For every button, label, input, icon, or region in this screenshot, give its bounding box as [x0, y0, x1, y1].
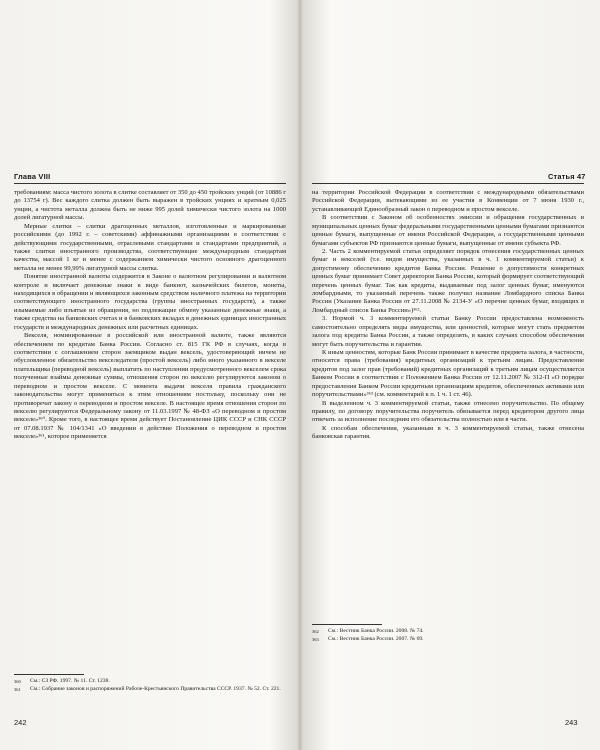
left-header-rule — [14, 183, 286, 184]
right-paragraph-7: К способам обеспечения, указанным в ч. 3 комментируемой статьи, также отнесена банковская гарантия. — [312, 424, 584, 441]
footnote-text: См.: СЗ РФ. 1997. № 11. Ст. 1238. — [30, 678, 110, 684]
footnote-text: См.: Собрание законов и распоряжений Рабоче-Крестьянского Правительства СССР. 1937. № 52. Ст. 221. — [30, 686, 281, 692]
footnote-number: 362 — [312, 629, 319, 634]
left-page-number: 242 — [14, 718, 27, 727]
footnote-number: 360 — [14, 679, 21, 684]
right-paragraph-6: В выделенном ч. 3 комментируемой статьи, также отнесено поручительство. По общему правилу, по договору поручительства поручитель обязывается перед кредитором другого лица отвечать за исполнение последним его обязательства полностью или в части. — [312, 399, 584, 424]
right-page-number: 243 — [565, 718, 578, 727]
left-paragraph-4: Векселя, номинированные в российской или иностранной валюте, также являются обеспечением по кредитам Банка России. Согласно ст. 815 ГК РФ в случаях, когда в соответствии с соглашением сторон заемщиком выдан вексель, удостоверяющий ничем не обусловленное обязательство векселедателя (простой вексель) либо иного указанного в векселе плательщика (переводной вексель) выплатить по наступлении предусмотренного векселем срока полученные взаймы денежные суммы, отношения сторон по векселю регулируются законом о переводном и простом векселе. С момента выдачи векселя правила гражданского законодательства могут применяться к этим отношениям постольку, поскольку они не противоречат закону о переводном и простом векселе. В настоящее время отношения сторон по векселю регулируются Федеральному закону от 11.03.1997 № 48-ФЗ «О переводном и простом векселе»³⁶⁰. Кроме того, в настоящее время действует Постановление ЦИК СССР и СНК СССР от 07.08.1937 № 104/1341 «О введении в действие Положения о переводном и простом векселе»³⁶¹, которое применяется — [14, 332, 286, 441]
right-paragraph-3: 2. Часть 2 комментируемой статьи определяет порядок отнесения государственных ценных бумаг и векселей (т.е. видов имущества, указанных в ч. 1 комментируемой статьи) к допустимому обеспечению кредитов Банка России. Решение о допустимости конкретных ценных бумаг принимает Совет директоров Банка России, который формирует соответствующий перечень ценных бумаг. Так как кредиты, выдаваемые под залог ценных бумаг, именуются ломбардными, то указанный перечень также получил название Ломбардного списка Банка России (Указание Банка России от 27.11.2008 № 2134-У «О перечне ценных бумаг, входящих в Ломбардный список Банка России»)³⁶². — [312, 247, 584, 314]
right-paragraph-1: на территории Российской Федерации в соответствии с международными обязательствами Российской Федерации, вытекающими из ее участия в Конвенции от 7 июня 1930 г., устанавливающей Единообразный закон о переводном и простом векселе. — [312, 189, 584, 213]
left-paragraph-2: Мерные слитки – слитки драгоценных металлов, изготовленные и маркированные российскими (до 1992 г. – советскими) аффинажными организациями в соответствии с действующими государственными, отраслевыми стандартами и стандартами предприятий, а также слитки иностранного производства, соответствующие международным стандартам качества, массой 1 кг и менее с содержанием химически чистого основного драгоценного металла не менее 99,99% лигатурной массы слитка. — [14, 222, 286, 272]
footnote-361 — [14, 686, 286, 693]
left-footnote-rule — [14, 674, 84, 675]
left-footnotes — [14, 678, 286, 694]
right-footnote-rule — [312, 624, 382, 625]
left-running-head: Глава VIII — [14, 172, 51, 181]
footnote-text: См.: Вестник Банка России. 2008. № 74. — [328, 628, 424, 634]
footnote-363 — [312, 636, 584, 643]
right-body-text — [312, 189, 584, 442]
left-paragraph-3: Понятие иностранной валюты содержится в Законе о валютном регулировании и валютном контроле и включает денежные знаки в виде банкнот, казначейских билетов, монеты, находящихся в обращении и являющихся законным средством наличного платежа на территории соответствующего иностранного государства (группы иностранных государств), а также изымаемые либо изъятые из обращения, но подлежащие обмену указанные денежные знаки, а также средства на банковских счетах и в банковских вкладах в денежных единицах иностранных государств и международных денежных или расчетных единицах. — [14, 273, 286, 331]
right-footnotes — [312, 628, 584, 644]
right-paragraph-5: К иным ценностям, которые Банк России принимает в качестве предмета залога, в частности, относятся права (требования) кредитных организаций к третьим лицам. Предоставление кредитов под залог прав (требований) кредитных организаций к третьим лицам осуществляется Банком России в соответствии с Положением Банка России от 12.11.2007 № 312-П «О порядке предоставления Банком России кредитным организациям кредитов, обеспеченных активами или поручительствами»³⁶³ (см. комментарий к п. 1 ч. 1 ст. 46). — [312, 349, 584, 399]
right-paragraph-4: 3. Нормой ч. 3 комментируемой статьи Банку России предоставлена возможность самостоятельно определять виды имущества, или ценностей, которые могут стать предметом залога под кредиты Банка России, а также определять, в каких случаях способом обеспечения могут быть поручительства и гарантии. — [312, 315, 584, 348]
footnote-362 — [312, 628, 584, 635]
footnote-text: См.: Вестник Банка России. 2007. № 69. — [328, 636, 424, 642]
footnote-number: 361 — [14, 687, 21, 692]
right-header-rule — [312, 183, 584, 184]
footnote-number: 363 — [312, 637, 319, 642]
right-running-head: Статья 47 — [548, 172, 586, 181]
left-body-text — [14, 189, 286, 442]
footnote-360 — [14, 678, 286, 685]
right-paragraph-2: В соответствии с Законом об особенностях эмиссии и обращения государственных и муниципальных ценных бумаг федеральными государственными ценными бумагами признаются ценные бумаги, выпущенные от имени Российской Федерации, а государственными ценными бумагами субъектов РФ признаются ценные бумаги, выпущенные от имени субъекта РФ. — [312, 214, 585, 247]
left-paragraph-1: требованиям: масса чистого золота в слитке составляет от 350 до 450 тройских унций (от 10886 г до 13754 г). Вес каждого слитка должен быть выражен в тройских унциях и кратным 0,025 унции, а чистота металла должна быть не ниже 995 долей химически чистого золота на 1000 долей лигатурной массы. — [14, 189, 286, 222]
